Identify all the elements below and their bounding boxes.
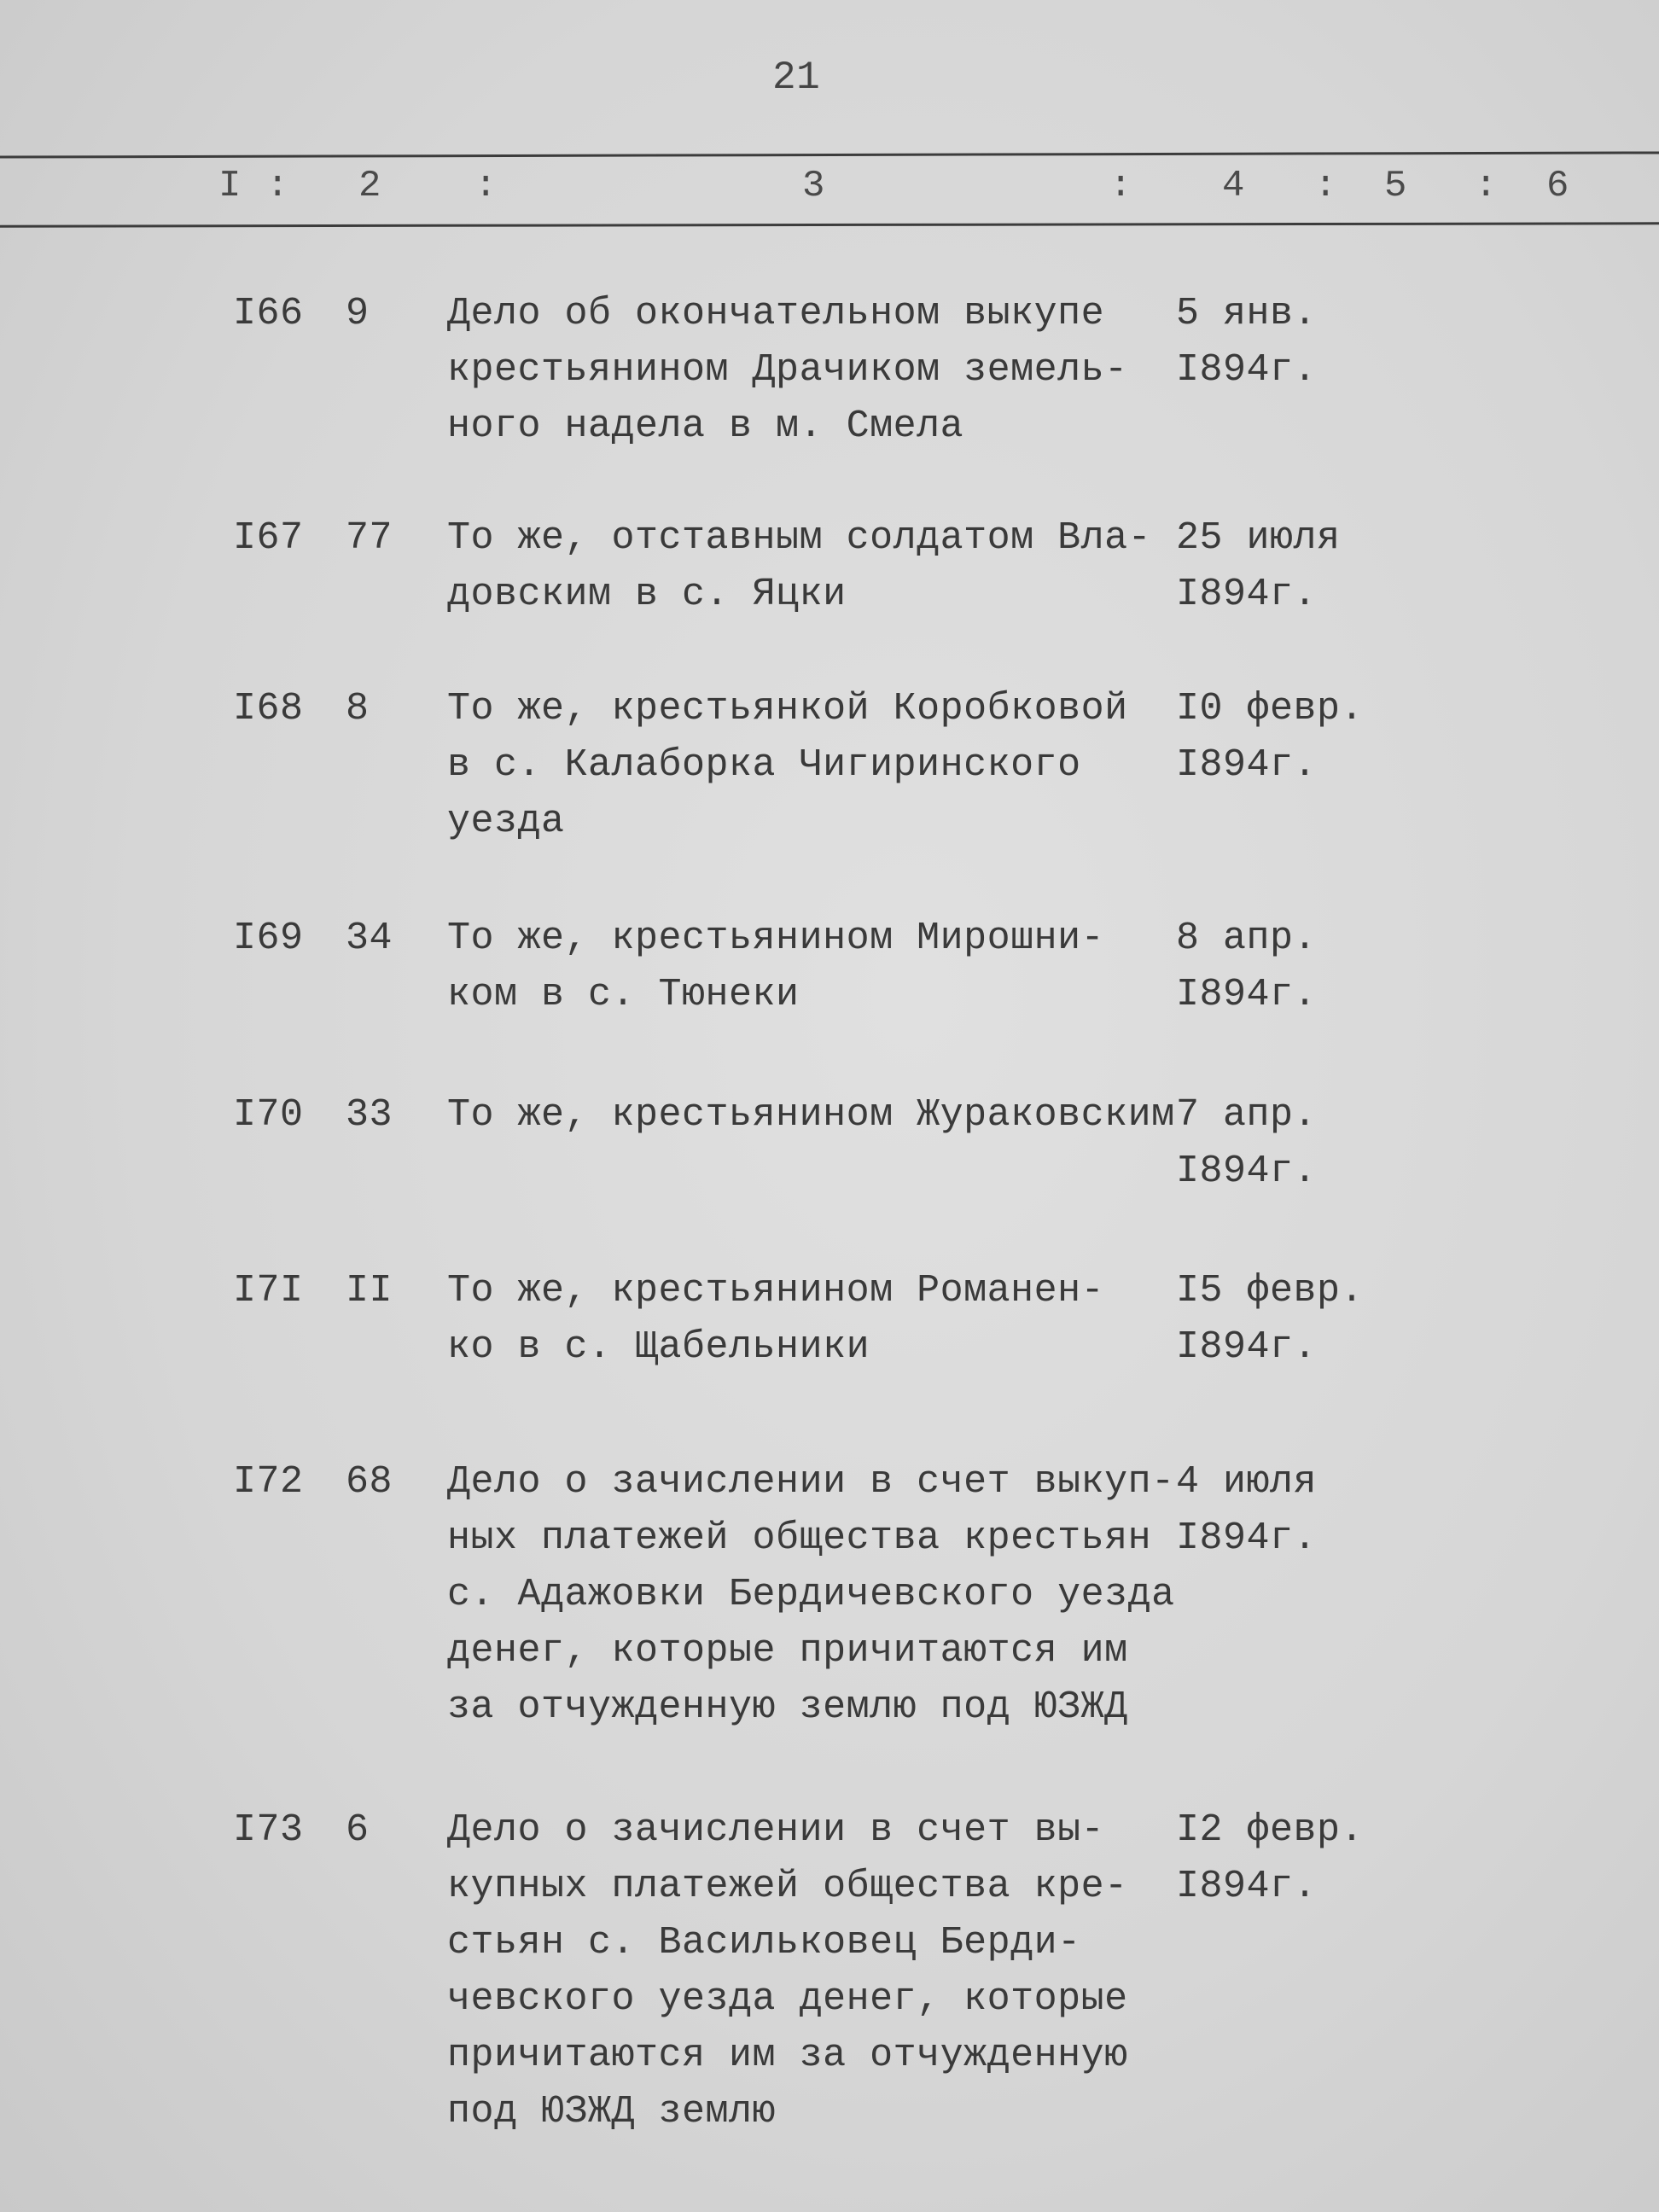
entry-date: 8 апр. I894г.	[1176, 917, 1318, 1016]
entry-description: То же, отставным солдатом Вла- довским в с. Яцки	[447, 516, 1152, 616]
entry-date: I5 февр. I894г.	[1176, 1269, 1365, 1369]
entry-number: I69	[233, 917, 304, 960]
entry-number: I66	[233, 292, 304, 335]
column-header-6: 6	[1546, 165, 1569, 207]
entry-description: Дело о зачислении в счет выкуп- ных платежей общества крестьян с. Адажовки Бердичевского уезда денег, которые причитаются им за отчужденную землю под ЮЗЖД	[447, 1460, 1175, 1729]
entry-description: То же, крестьянином Мирошни- ком в с. Тюнеки	[447, 917, 1105, 1016]
entry-description: То же, крестьянкой Коробковой в с. Калаборка Чигиринского уезда	[447, 687, 1128, 843]
column-separator: :	[1314, 165, 1337, 207]
sheet-count: 77	[346, 516, 393, 560]
entry-description: То же, крестьянином Романен- ко в с. Щабельники	[447, 1269, 1105, 1369]
entry-number: I7I	[233, 1269, 304, 1313]
entry-description: Дело об окончательном выкупе крестьянином Драчиком земель- ного надела в м. Смела	[447, 292, 1128, 448]
entry-number: I72	[233, 1460, 304, 1504]
header-bottom-rule	[0, 222, 1659, 227]
column-separator: :	[1475, 165, 1498, 207]
entry-date: 25 июля I894г.	[1176, 516, 1341, 616]
sheet-count: 9	[346, 292, 370, 335]
sheet-count: II	[346, 1269, 393, 1313]
sheet-count: 68	[346, 1460, 393, 1504]
header-top-rule	[0, 151, 1659, 158]
entry-date: I0 февр. I894г.	[1176, 687, 1365, 787]
column-header-I: I	[218, 165, 242, 207]
entry-description: То же, крестьянином Жураковским	[447, 1093, 1175, 1137]
entry-number: I67	[233, 516, 304, 560]
sheet-count: 8	[346, 687, 370, 731]
column-separator: :	[1109, 165, 1132, 207]
sheet-count: 6	[346, 1808, 370, 1852]
entry-number: I68	[233, 687, 304, 731]
column-header-3: 3	[802, 165, 825, 207]
entry-number: I70	[233, 1093, 304, 1137]
entry-date: 5 янв. I894г.	[1176, 292, 1318, 392]
entry-number: I73	[233, 1808, 304, 1852]
column-header-4: 4	[1222, 165, 1245, 207]
entry-description: Дело о зачислении в счет вы- купных платежей общества кре- стьян с. Васильковец Берди- чевского уезда денег, которые причитаются им за отчужденную под ЮЗЖД землю	[447, 1808, 1128, 2133]
page-number: 21	[772, 55, 821, 100]
sheet-count: 34	[346, 917, 393, 960]
entry-date: 7 апр. I894г.	[1176, 1093, 1318, 1193]
column-separator: :	[266, 165, 289, 207]
entry-date: 4 июля I894г.	[1176, 1460, 1318, 1560]
column-header-2: 2	[358, 165, 381, 207]
column-header-5: 5	[1384, 165, 1407, 207]
sheet-count: 33	[346, 1093, 393, 1137]
column-separator: :	[474, 165, 498, 207]
entry-date: I2 февр. I894г.	[1176, 1808, 1365, 1908]
